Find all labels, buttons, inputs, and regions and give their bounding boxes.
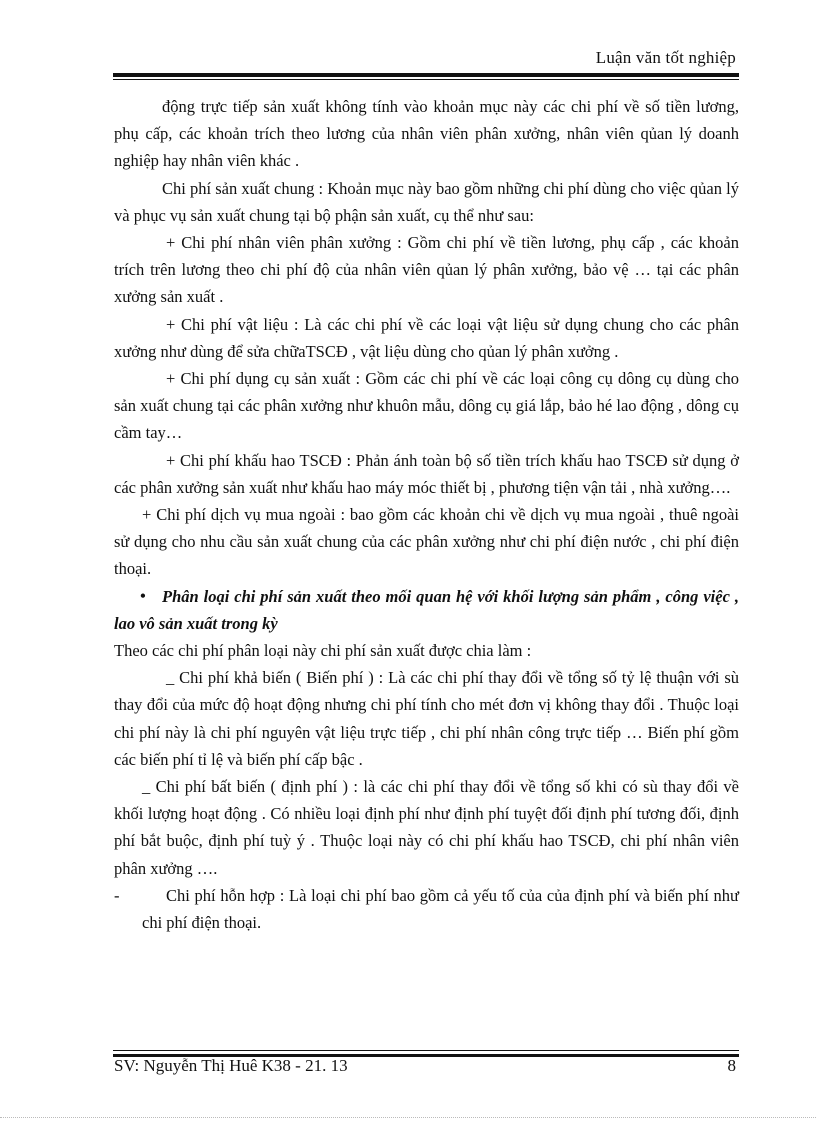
paragraph-3: + Chi phí nhân viên phân xưởng : Gồm chi phí về tiền lương, phụ cấp , các khoản trích trên lương theo chi phí độ của nhân viên qủan lý phân xưởng, bảo vệ … tại các phân xưởng sản xuất . (114, 233, 739, 307)
header-rule-thick (113, 73, 739, 77)
paragraph-7: + Chi phí dịch vụ mua ngoài : bao gồm các khoản chi về dịch vụ mua ngoài , thuê ngoài sử dụng cho nhu cầu sản xuất chung của các phân xưởng như chi phí điện nước , chi phí điện thoại. (114, 505, 739, 579)
paragraph-6: + Chi phí khấu hao TSCĐ : Phản ánh toàn bộ số tiền trích khấu hao TSCĐ sử dụng ở các phân xưởng sản xuất như khấu hao máy móc thiết bị , phương tiện vận tải , nhà xưởng…. (114, 450, 739, 497)
bullet-icon: • (140, 587, 146, 605)
paragraph-1: động trực tiếp sản xuất không tính vào khoản mục này các chi phí về số tiền lương, phụ cấp, các khoản trích theo lương của nhân viên phân xưởng, nhân viên qủan lý doanh nghiệp hay nhân viên khác . (114, 97, 739, 171)
page-number: 8 (727, 1056, 736, 1075)
page-body (114, 93, 739, 936)
page-edge-divider (0, 1117, 816, 1118)
footer-author: SV: Nguyễn Thị Huê K38 - 21. 13 (114, 1056, 348, 1075)
paragraph-5: + Chi phí dụng cụ sản xuất : Gồm các chi phí về các loại công cụ dông cụ dùng cho sản xuất chung tại các phân xưởng như khuôn mẫu, dông cụ giá lắp, bảo hé lao động , dông cụ cầm tay… (114, 369, 739, 443)
paragraph-4: + Chi phí vật liệu : Là các chi phí về các loại vật liệu sử dụng chung cho các phân xưởng như dùng để sửa chữaTSCĐ , vật liệu dùng cho qủan lý phân xưởng . (114, 314, 739, 361)
paragraph-10: _ Chi phí bất biến ( định phí ) : là các chi phí thay đổi về tổng số khi có sù thay đổi về khối lượng hoạt động . Có nhiều loại định phí như định phí tuyệt đối định phí tương đối, định phí bắt buộc, định phí tuỳ ý . Thuộc loại này có chi phí khấu hao TSCĐ, chi phí nhân viên phân xưởng …. (114, 777, 739, 878)
dash-icon: - (114, 885, 120, 905)
bullet-heading-text: Phân loại chi phí sản xuất theo mối quan hệ với khối lượng sản phẩm , công việc , lao vô sản xuất trong kỳ (114, 586, 739, 633)
paragraph-11: Chi phí hỗn hợp : Là loại chi phí bao gồm cả yếu tố của của định phí và biến phí như chi phí điện thoại. (142, 885, 739, 933)
dash-item (114, 882, 739, 936)
paragraph-8: Theo các chi phí phân loại này chi phí sản xuất được chia làm : (114, 641, 532, 661)
header-rule-thin (113, 79, 739, 80)
paragraph-9: _ Chi phí khả biến ( Biến phí ) : Là các chi phí thay đổi về tổng số tỷ lệ thuận với sù thay đổi của mức độ hoạt động nhưng chi phí tính cho mét đơn vị không thay đổi . Thuộc loại chi phí này là chi phí nguyên vật liệu trực tiếp , chi phí nhân công trực tiếp … Biến phí gồm các biến phí tỉ lệ và biến phí cấp bậc . (114, 668, 739, 769)
running-header-title: Luận văn tốt nghiệp (595, 48, 736, 67)
bullet-heading (114, 583, 739, 637)
footer-rule-thin (113, 1050, 739, 1051)
paragraph-2: Chi phí sản xuất chung : Khoản mục này bao gồm những chi phí dùng cho việc qủan lý và phục vụ sản xuất chung tại bộ phận sản xuất, cụ thể như sau: (114, 178, 739, 225)
